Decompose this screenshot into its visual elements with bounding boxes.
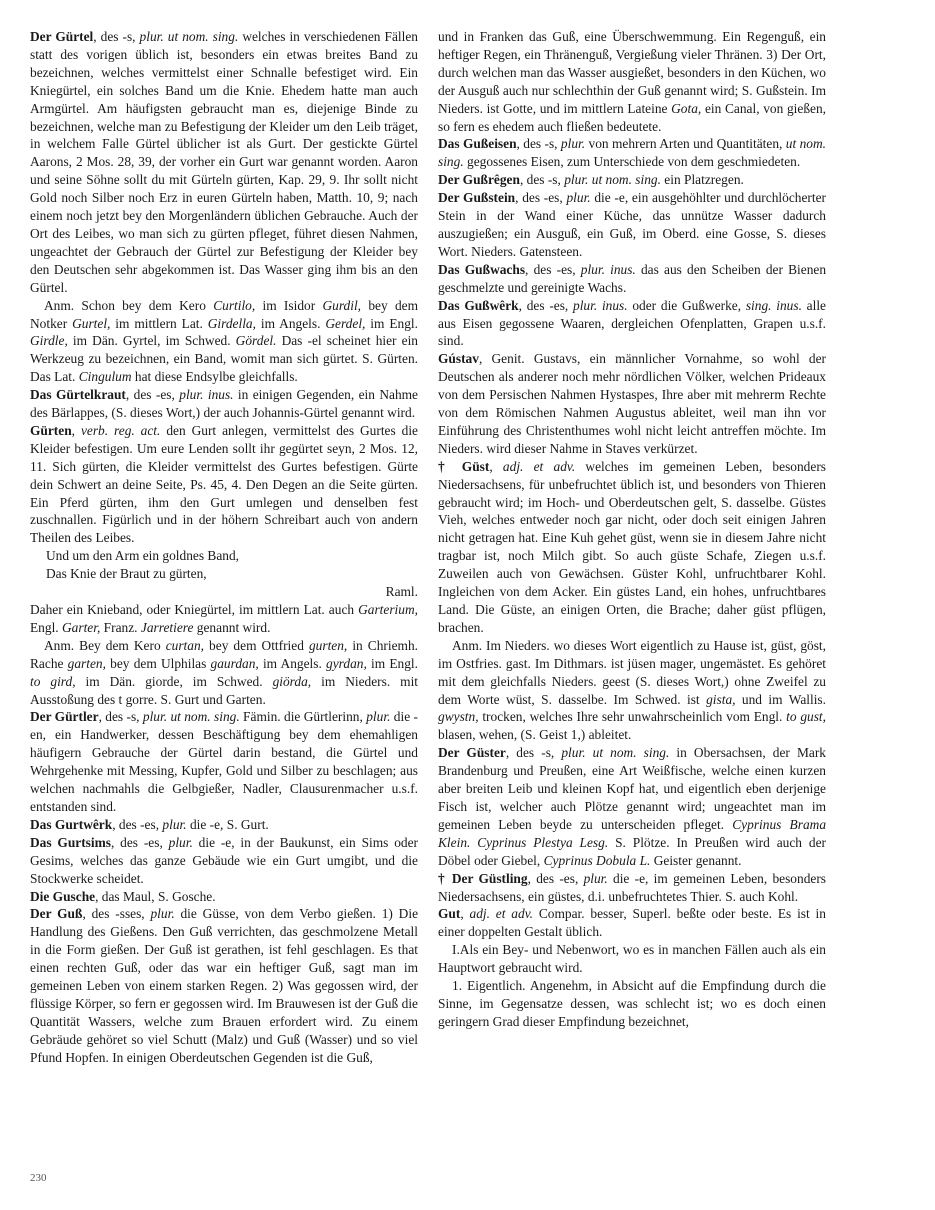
text-run: den Gurt anlegen, vermittelst des Gurtes die Kleider befestigen. Um eure Lenden sollt ihr gegürtet seyn, 2 Mos. 12, 11. Sich gürten, die Kleider vermittelst des Gurtes befestigen. Gürte dein Schwert an deine Seite, Ps. 45, 4. Den Degen an die Seite gürten. Ein Pferd gürten, ihm den Gurt umlegen und denselben fest zuschnallen. Figürlich und in der höhern Schreibart auch von andern Theilen des Leibes. [30,422,419,546]
text-run: welches im gemeinen Leben, besonders Niedersachsens, für unbefruchtet üblich ist, und besonders von Thieren gebraucht wird; im Hoch- und Oberdeutschen gelt, S. dasselbe. Güstes Vieh, welches entweder noch gar nicht, oder doch seit einigen Jahren nicht getragen hat. Eine Kuh gehet güst, wenn sie in diesem Jahre nicht tragbar ist, noch Milch gibt. So auch güste Schafe, Ziegen u.s.f. Zuweilen auch von Gewächsen. Güster Kohl, unfruchtbarer Kohl. Ingleichen von dem Acker. Ein güstes Land, ein hohes, unfruchtbares Land. Die Güste, an einigen Orten, die Brache; daher güst pflügen, brachen. [438,458,826,635]
text-run: bey dem Notker [30,297,418,331]
text-run: die -e, in der Baukunst, ein Sims oder Gesims, welches das ganze Gebäude wie ein Gurt umgibt, und die Stockwerke scheidet. [30,834,418,886]
text-run: , das Maul, S. Gosche. [95,888,216,904]
text-run: oder die Gußwerke, [627,297,746,313]
entry-paragraph [30,28,418,297]
italic-text: gista, [706,691,736,707]
text-run: 1. Eigentlich. Angenehm, in Absicht auf die Empfindung durch die Sinne, im Gegensatze dessen, was schlecht ist; wo es doch einen geringern Grad dieser Empfindung bezeichnet, [438,978,826,1029]
headword: † Der Güstling [438,870,528,886]
text-run: Daher ein Knieband, oder Kniegürtel, im mittlern Lat. auch [30,602,359,617]
text-run: die -en, ein Handwerker, dessen Beschäftigung bey dem ehemahligen häufigern Gebrauche der Gürtel darin bestand, die Gürtel und Wehrgehenke mit Messing, Kupfer, Gold und Silber zu beschlagen; aus welchen nachmahls die Gelbgießer, Nadler, Clausurenmacher u.s.f. entstanden sind. [30,709,418,814]
italic-text: curtan, [165,637,205,653]
italic-text: Gördel. [235,333,277,349]
text-run: in einigen Gegenden, ein Nahme des Bärlappes, (S. dieses Wort,) der auch Johannis-Gürtel genannt wird. [30,387,419,421]
text-run: im Isidor [255,297,323,313]
entry-paragraph [30,565,418,583]
text-run: das aus den Scheiben der Bienen geschmelzte und gereinigte Wachs. [438,261,827,295]
headword: Der Güster [438,745,506,761]
entry-paragraph [30,422,418,547]
headword: Der Gußstein [438,190,516,206]
text-run: , [460,906,470,922]
text-run: , des -es, [518,297,574,313]
headword: Das Gußwachs [438,261,526,277]
italic-text: plur. ut nom. sing. [142,709,240,725]
text-run: gegossenes Eisen, zum Unterschiede von dem geschmiedeten. [463,154,801,170]
entry-paragraph [438,28,826,135]
italic-text: plur. [162,816,187,832]
italic-text: ut nom. sing. [438,136,826,170]
entry-paragraph [30,888,418,906]
text-run: Das -el scheinet hier ein Werkzeug zu bezeichnen, ein Band, womit man sich gürtet. S. Gürten. Das Lat. [30,333,418,385]
text-run: und in Franken das Guß, eine Überschwemmung. Ein Regenguß, ein heftiger Regen, ein Thränenguß, Vergießung vieler Thränen. 3) Der Ort, durch welchen man das Wasser ausgießet, besonders in den Küchen, wo der Ausguß auch nur schlechthin der Guß genannt wird; S. Gußstein. Im Nieders. ist Gotte, und im mittlern Lateine [438,29,826,116]
italic-text: gwystn, [438,709,479,725]
italic-text: gaurdan, [210,655,259,671]
entry-paragraph [438,458,826,637]
italic-text: plur. [150,906,175,922]
entry-paragraph [438,870,826,906]
headword: Das Gußeisen [438,136,517,152]
text-run: die -e, S. Gurt. [186,816,269,832]
italic-text: gurten, [308,637,348,653]
italic-text: plur. [366,709,391,725]
text-run: , [71,422,81,438]
entry-paragraph [438,261,826,297]
text-run: , des -es, [525,261,581,277]
text-run: Und um den Arm ein goldnes Band, [46,548,240,564]
italic-text: verb. reg. act. [80,422,161,438]
text-run: die -e, ein ausgehöhlter und durchlöcherter Stein in der Wand einer Küche, das unnütze Wasser dadurch auszugießen; ein Ausguß, ein Guß, im Oberd. eine Gosse, S. dieses Wort. Nieders. Gatensteen. [438,190,826,259]
italic-text: Cyprinus Dobula L. [543,852,651,868]
italic-text: plur. [168,834,193,850]
text-run: , Genit. Gustavs, ein männlicher Vornahme, so wohl der Deutschen als anderer noch mehr nördlichen Völker, welchen Prideaux von dem Persischen Nahmen Hystaspes, Ihre aber mit mehrerm Rechte von dem Römischen Nahmen Augustus ableitet, weil man ihn vor Einführung des Christenthumes wohl nicht leicht antreffen möchte. Im Nieders. wird dieser Nahme in Staves verkürzet. [438,351,826,456]
text-run: im Dän. Gyrtel, im Schwed. [67,333,236,349]
text-run: , des -es, [112,816,163,832]
text-run: genannt wird. [193,619,271,635]
italic-text: gyrdan, [326,655,367,671]
text-run: bey dem Ulphilas [105,655,211,671]
text-run: und im Wallis. [735,691,826,707]
italic-text: plur. ut nom. sing. [139,29,239,44]
headword: Das Gurtsims [30,834,111,850]
entry-paragraph [438,744,826,869]
entry-paragraph [30,297,418,387]
headword: Die Gusche [30,888,96,904]
text-run: I.Als ein Bey- und Nebenwort, wo es in manchen Fällen auch als ein Hauptwort gebraucht wird. [438,942,826,976]
headword: Der Gürtler [30,709,99,725]
text-run: in Chriemh. Rache [30,637,418,671]
text-run: Anm. Im Nieders. wo dieses Wort eigentlich zu Hause ist, güst, göst, im Ostfries. gast. Im Dithmars. ist jüsen mager, ungemästet. Es gehöret mit dem gleichfalls Nieders. geest (S. dieses Wort,) ohne Zweifel zu dem Worte wüst, S. dasselbe. Im Schwed. ist [438,637,826,707]
italic-text: Girdella, [207,315,256,331]
text-run: ein Canal, von gießen, so fern es ehedem auch fließen bedeutete. [438,100,826,134]
entry-paragraph [438,297,826,351]
italic-text: Girdle, [30,333,68,349]
italic-text: Curtilo, [213,297,256,313]
italic-text: Gurtel, [72,315,111,331]
entry-paragraph [438,135,826,171]
italic-text: to gird, [30,673,76,689]
entry-paragraph [30,708,418,815]
headword: Der Gürtel [30,29,94,44]
headword: Der Gußrêgen [438,172,520,188]
text-run: von mehrern Arten und Quantitäten, [585,136,786,152]
italic-text: Garterium, [358,602,418,617]
entry-paragraph [438,977,826,1031]
text-run: alle aus Eisen gegossene Waaren, dergleichen Ofenplatten, Grapen u.s.f. sind. [438,297,826,349]
italic-text: plur. [560,136,586,152]
italic-text: plur. inus. [179,387,234,403]
text-run: im Angels. [258,655,327,671]
italic-text: plur. [583,870,608,886]
italic-text: to gust, [786,709,827,725]
text-run: hat diese Endsylbe gleichfalls. [131,369,298,385]
text-run: , des -s, [519,172,565,188]
text-run: Das Knie der Braut zu gürten, [46,566,207,582]
entry-paragraph [30,834,418,888]
text-run: blasen, wehen, (S. Geist 1,) ableitet. [438,727,632,743]
italic-text: plur. inus. [580,261,636,277]
entry-paragraph [30,637,418,709]
page-number: 230 [30,1172,47,1184]
text-run: , des -es, [527,870,584,886]
headword: Der Guß [30,906,83,922]
italic-text: plur. inus. [573,297,628,313]
italic-text: Gerdel, [325,315,366,331]
entry-paragraph [438,941,826,977]
entry-paragraph [30,386,418,422]
dictionary-page [30,28,906,1178]
italic-text: Cingulum [78,369,132,385]
text-run: im Engl. [365,315,418,331]
text-run: im mittlern Lat. [110,315,208,331]
entry-paragraph [438,171,826,189]
text-run: , des -sses, [82,906,151,922]
text-run: welches in verschiedenen Fällen statt des vorigen üblich ist, besonders ein etwas breites Band zu bezeichnen, welches vermittelst einer Schnalle befestiget wird. Ein Kniegürtel, ein solches Band um die Knie. Ehedem hatte man auch Armgürtel. Am häufigsten gebraucht man es, diejenige Binde zu bezeichnen, welche man zu Befestigung der Kleider um den Leib träget, in welchem Falle Gürtel üblicher ist als Gurt. Der gestickte Gürtel Aarons, 2 Mos. 28, 39, der vorher ein Gurt war genannt worden. Aaron und seine Söhne sollt du mit Gürteln gürten, Kap. 29, 9. Ihr sollt nicht Gold noch Silber noch Erz in euren Gürteln haben, Matth. 10, 9; nach einem noch jetzt bey den Morgenländern üblichen Gebrauche. Auch der Ort des Leibes, wo man sich zu gürten pfleget, führet diesen Nahmen, ungeachtet der Gebrauch der Gürtel zur Befestigung der Kleider bey den Deutschen sehr abgekommen ist. Das Wasser ging ihm bis an den Gürtel. [30,29,418,295]
italic-text: adj. et adv. [502,458,576,474]
right-column [438,28,826,1031]
entry-paragraph [438,637,826,744]
entry-paragraph [30,905,418,1066]
text-run: Franz. [100,619,141,635]
text-run: Fämin. die Gürtlerinn, [239,709,367,725]
left-column [30,28,418,1067]
headword: Das Gußwêrk [438,297,519,313]
italic-text: Jarretiere [140,619,194,635]
entry-paragraph [438,189,826,261]
text-run: , des -s, [516,136,561,152]
text-run: die -e, im gemeinen Leben, besonders Niedersachsens, ein güstes, d.i. unbefruchtetes Thier. S. auch Kohl. [438,870,827,904]
italic-text: Garter, [62,619,101,635]
italic-text: plur. ut nom. sing. [564,172,661,188]
text-run: Engl. [30,619,62,635]
text-run: im Angels. [255,315,326,331]
text-run: S. Plötze. In Preußen wird auch der Döbel oder Giebel, [438,834,826,868]
text-run: , des -es, [110,834,169,850]
italic-text: sing. inus. [745,297,802,313]
entry-paragraph [30,547,418,565]
italic-text: Gurdil, [322,297,362,313]
italic-text: plur. ut nom. sing. [561,745,670,761]
entry-paragraph [30,816,418,834]
italic-text: giörda, [272,673,312,689]
italic-text: plur. [566,190,591,206]
entry-paragraph [30,583,418,601]
text-run: trocken, welches Ihre sehr unwahrscheinlich vom Engl. [478,709,787,725]
text-run: in Obersachsen, der Mark Brandenburg und Preußen, eine Art Weißfische, welche einen kurzen aber breiten Leib und kleinen Kopf hat, und eigentlich eben derjenige Fisch ist, welcher auch Plötze genannt wird; ungeachtet man im gemeinen Leben beyde zu unterscheiden pfleget. [438,745,826,832]
text-run: , des -s, [505,745,562,761]
entry-paragraph [438,905,826,941]
italic-text: Gota, [671,100,702,116]
entry-paragraph [30,601,418,637]
text-run: Anm. Bey dem Kero [44,637,166,653]
entry-paragraph [438,350,826,457]
headword: Das Gurtwêrk [30,816,113,832]
text-run: Compar. besser, Superl. beßte oder beste. Es ist in einer doppelten Gestalt üblich. [438,906,826,940]
text-run: Geister genannt. [650,852,742,868]
text-run: im Dän. giorde, im Schwed. [75,673,273,689]
headword: Gut [438,906,461,922]
italic-text: Cyprinus Brama Klein. Cyprinus Plestya Lesg. [438,816,827,850]
text-run: , des -s, [93,29,140,44]
text-run: bey dem Ottfried [204,637,309,653]
text-run: Anm. Schon bey dem Kero [44,297,214,313]
text-run: im Nieders. mit Ausstoßung des t gorre. S. Gurt und Garten. [30,673,419,707]
headword: Gústav [438,351,479,367]
text-run: , des -es, [515,190,567,206]
text-run: , [489,458,503,474]
text-run: ein Platzregen. [660,172,744,188]
text-run: , des -s, [98,709,143,725]
text-run: Raml. [385,584,418,600]
text-run: , des -es, [125,387,180,403]
headword: Gürten [30,422,72,438]
text-run: im Engl. [366,655,418,671]
italic-text: garten, [67,655,106,671]
headword: † Güst [438,458,490,474]
italic-text: adj. et adv. [469,906,533,922]
headword: Das Gürtelkraut [30,387,126,403]
text-run: die Güsse, von dem Verbo gießen. 1) Die Handlung des Gießens. Den Guß verrichten, das geschmolzene Metall in die Form gießen. Der Guß ist gerathen, ist fehl geschlagen. Es that einen rechten Guß, oder das war ein heftiger Guß, sagt man im gemeinen Leben von einem starken Regen. 2) Was gegossen wird, der flüssige Körper, so fern er gegossen wird. Im Brauwesen ist der Guß die Quantität Wassers, welche zum Brauen erfordert wird. Zu einem Gebräude gehöret so viel Schutt (Malz) und Guß (Wasser) und so viel Pfund Hopfen. In einigen Oberdeutschen Gegenden ist die Guß, [30,906,419,1065]
